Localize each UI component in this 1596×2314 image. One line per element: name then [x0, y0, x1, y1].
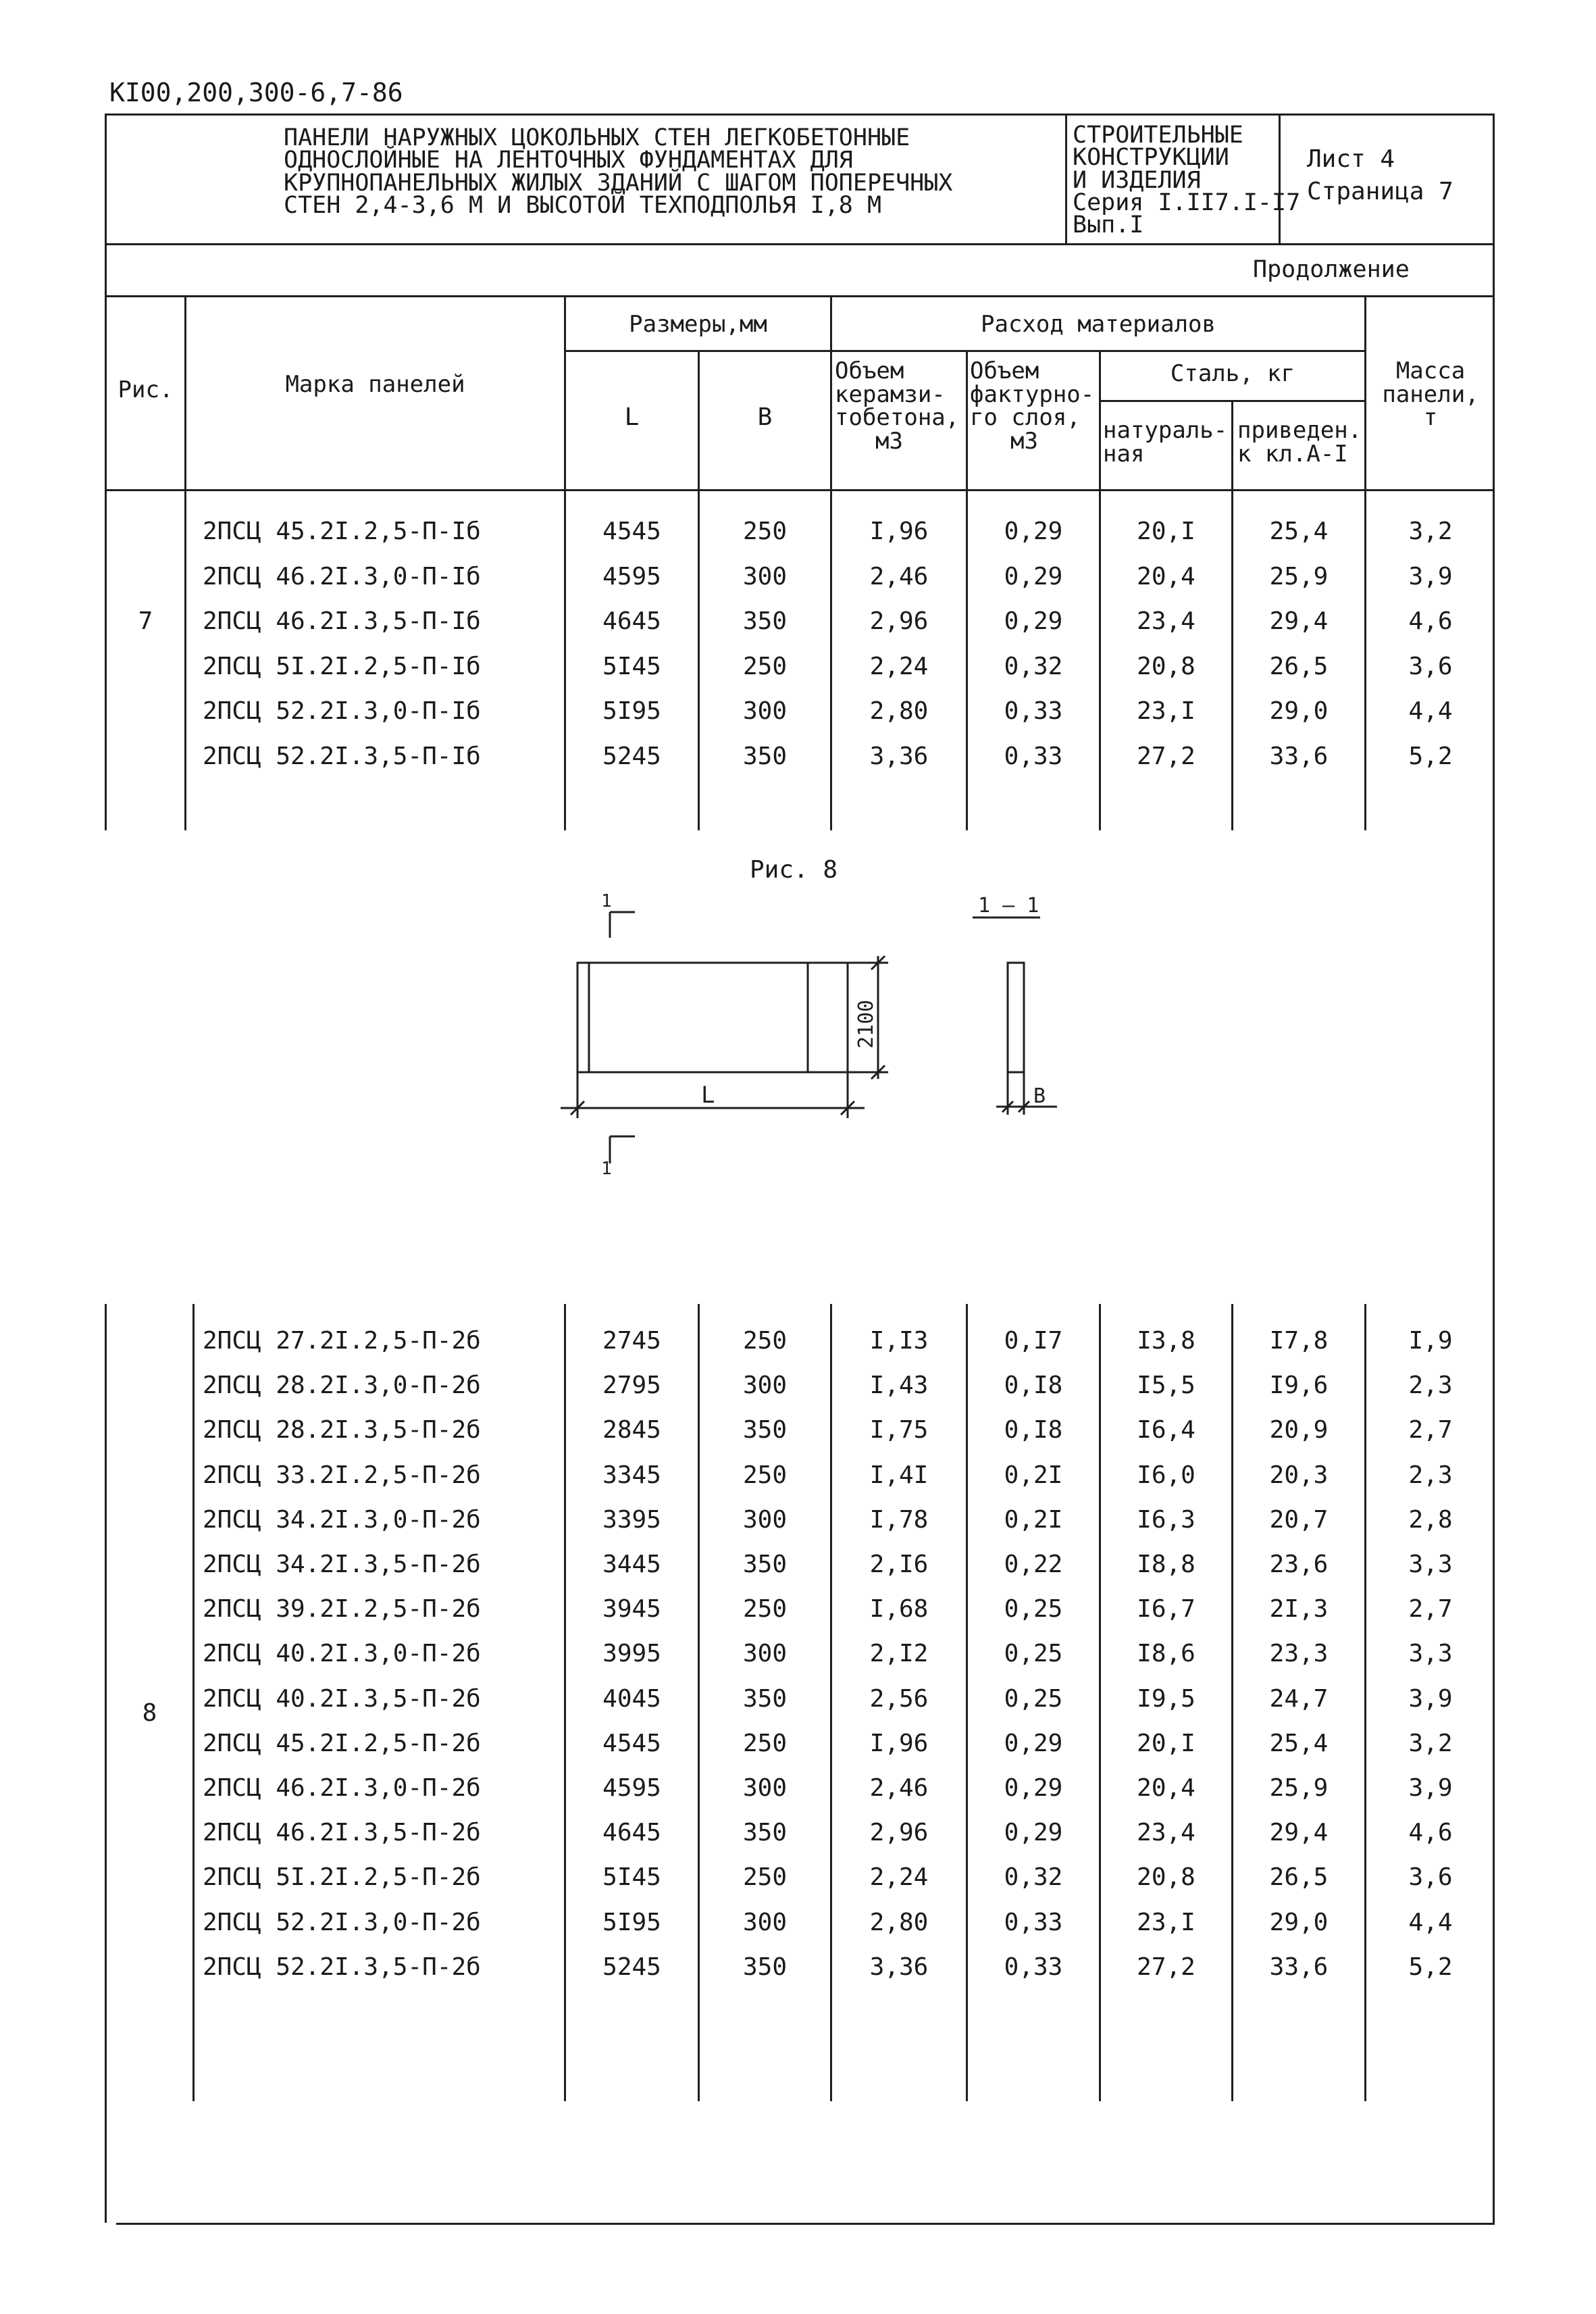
cell-v2: 0,29 — [1004, 1729, 1063, 1757]
cell-s1: 20,4 — [1137, 562, 1195, 590]
cell-v1: I,4I — [869, 1461, 929, 1489]
cell-L: 5I45 — [602, 1863, 661, 1892]
cell-v2: 0,29 — [1004, 1819, 1063, 1847]
cell-s1: 23,I — [1137, 697, 1195, 725]
page-number: Страница 7 — [1307, 178, 1453, 205]
cell-m: 3,6 — [1408, 1863, 1453, 1892]
col-mass-header — [1366, 359, 1495, 430]
cell-B: 300 — [742, 1774, 788, 1802]
cell-v1: 2,80 — [869, 697, 929, 725]
cell-m: 2,7 — [1408, 1416, 1453, 1444]
title-line: ОДНОСЛОЙНЫЕ НА ЛЕНТОЧНЫХ ФУНДАМЕНТАХ ДЛЯ — [284, 147, 853, 174]
frame-left-upper — [105, 243, 107, 297]
cell-v1: I,78 — [869, 1505, 929, 1534]
cell-s1: I5,5 — [1137, 1372, 1195, 1400]
cell-m: 3,9 — [1408, 562, 1453, 590]
col-steel-header: Сталь, кг — [1170, 360, 1295, 387]
col-mark-header: Марка панелей — [285, 371, 465, 398]
cell-m: 2,8 — [1408, 1505, 1453, 1534]
cell-B: 250 — [742, 1863, 788, 1892]
group2-fig-number: 8 — [142, 1699, 157, 1727]
header-subrule — [564, 350, 1366, 352]
cell-s1: 23,4 — [1137, 607, 1195, 635]
cell-v2: 0,I8 — [1004, 1416, 1063, 1444]
header-right-rule — [1493, 114, 1495, 245]
cell-s1: I6,3 — [1137, 1505, 1195, 1534]
cell-v2: 0,25 — [1004, 1684, 1063, 1713]
cell-v2: 0,25 — [1004, 1595, 1063, 1624]
cell-L: 3395 — [602, 1505, 661, 1534]
cell-s1: I6,4 — [1137, 1416, 1195, 1444]
cell-B: 250 — [742, 652, 788, 680]
cell-B: 250 — [742, 1461, 788, 1489]
cell-s2: 20,3 — [1269, 1461, 1329, 1489]
cell-L: 4545 — [602, 1729, 661, 1757]
cell-v1: I,I3 — [869, 1327, 929, 1355]
cell-L: 4645 — [602, 1819, 661, 1847]
cell-m: 3,9 — [1408, 1774, 1453, 1802]
cell-m: 4,6 — [1408, 607, 1453, 635]
group1-fig-number: 7 — [138, 607, 153, 635]
cell-v2: 0,29 — [1004, 562, 1063, 590]
col-dims-header: Размеры,мм — [629, 311, 767, 338]
cell-L: 3995 — [602, 1640, 661, 1668]
cell-s1: 23,I — [1137, 1908, 1195, 1936]
cell-v1: 3,36 — [869, 742, 929, 770]
panel-mark: 2ПСЦ 52.2I.3,0-П-2б — [203, 1908, 481, 1936]
cell-v2: 0,25 — [1004, 1640, 1063, 1668]
series-line: Серия I.II7.I-I7 — [1073, 188, 1301, 216]
cell-B: 350 — [742, 1684, 788, 1713]
dim-L-label: L — [701, 1082, 715, 1109]
panel-mark: 2ПСЦ 40.2I.3,5-П-2б — [203, 1684, 481, 1713]
section-outline — [1008, 963, 1024, 1072]
cell-B: 300 — [742, 1908, 788, 1936]
cell-v1: I,68 — [869, 1595, 929, 1624]
document-title — [284, 124, 953, 219]
section-mark-bottom: 1 — [601, 1159, 612, 1176]
cell-v1: 2,96 — [869, 1819, 929, 1847]
group1-col-rule — [105, 489, 107, 830]
cell-v1: 2,24 — [869, 652, 929, 680]
panel-mark: 2ПСЦ 33.2I.2,5-П-2б — [203, 1461, 481, 1489]
cell-v1: 2,24 — [869, 1863, 929, 1892]
cell-v2: 0,33 — [1004, 697, 1063, 725]
document-code: КI00,200,300-6,7-86 — [109, 78, 403, 107]
cell-s2: 23,3 — [1269, 1640, 1329, 1668]
cell-B: 350 — [742, 1819, 788, 1847]
cell-v1: I,43 — [869, 1372, 929, 1400]
col-vol-fact-header — [970, 359, 1094, 453]
cell-s2: 26,5 — [1269, 652, 1329, 680]
group2-col-rule — [192, 1304, 195, 2101]
title-line: СТЕН 2,4-3,6 М И ВЫСОТОЙ ТЕХПОДПОЛЬЯ I,8 М — [284, 191, 882, 219]
cell-m: 4,4 — [1408, 1908, 1453, 1936]
cell-s1: 20,4 — [1137, 1774, 1195, 1802]
cell-B: 350 — [742, 1416, 788, 1444]
header-text: натураль- — [1103, 417, 1228, 444]
header-subrule — [1099, 400, 1366, 402]
cell-s2: 25,4 — [1269, 518, 1329, 545]
cell-s2: 33,6 — [1269, 1953, 1329, 1981]
cell-v2: 0,2I — [1004, 1505, 1063, 1534]
dim-B-label: B — [1033, 1084, 1046, 1108]
cell-B: 350 — [742, 607, 788, 635]
panel-mark: 2ПСЦ 45.2I.2,5-П-Iб — [203, 518, 481, 545]
header-text: м3 — [1010, 428, 1038, 455]
cell-s2: 29,4 — [1269, 607, 1329, 635]
col-L-header: L — [624, 403, 640, 431]
panel-mark: 2ПСЦ 45.2I.2,5-П-2б — [203, 1729, 481, 1757]
cell-m: 3,3 — [1408, 1551, 1453, 1578]
cell-v2: 0,I8 — [1004, 1372, 1063, 1400]
col-vol-keramz-header — [835, 359, 959, 453]
header-text: тобетона, — [835, 404, 960, 432]
cell-L: 3345 — [602, 1461, 661, 1489]
header-text: м3 — [875, 428, 903, 455]
header-top-rule — [105, 114, 1495, 116]
cell-L: 2745 — [602, 1327, 661, 1355]
cell-L: 5I95 — [602, 1908, 661, 1936]
cell-m: 3,2 — [1408, 518, 1453, 545]
series-block — [1073, 124, 1300, 236]
cell-s1: 20,8 — [1137, 652, 1195, 680]
col-reduced-header — [1237, 419, 1362, 466]
col-materials-header: Расход материалов — [981, 311, 1216, 338]
cell-B: 300 — [742, 1505, 788, 1534]
sheet-number: Лист 4 — [1307, 145, 1395, 173]
col-fig-header: Рис. — [118, 376, 174, 403]
header-text: ная — [1103, 440, 1145, 468]
cell-s1: I3,8 — [1137, 1327, 1195, 1355]
header-text: го слоя, — [970, 404, 1081, 432]
panel-mark: 2ПСЦ 5I.2I.2,5-П-Iб — [203, 652, 481, 680]
header-text: Масса — [1395, 357, 1466, 384]
panel-mark: 2ПСЦ 27.2I.2,5-П-2б — [203, 1327, 481, 1355]
cell-s1: I8,6 — [1137, 1640, 1195, 1668]
cell-m: 3,6 — [1408, 652, 1453, 680]
cell-s1: 20,I — [1137, 1729, 1195, 1757]
header-text: фактурно- — [970, 380, 1095, 408]
cell-s2: 26,5 — [1269, 1863, 1329, 1892]
cell-L: 5I45 — [602, 652, 661, 680]
panel-mark: 2ПСЦ 28.2I.3,0-П-2б — [203, 1372, 481, 1400]
cell-L: 3445 — [602, 1551, 661, 1578]
panel-mark: 2ПСЦ 34.2I.3,5-П-2б — [203, 1551, 481, 1578]
cell-v1: I,96 — [869, 518, 929, 545]
cell-s2: 23,6 — [1269, 1551, 1329, 1578]
panel-mark: 2ПСЦ 46.2I.3,0-П-2б — [203, 1774, 481, 1802]
cell-v1: 2,46 — [869, 562, 929, 590]
cell-v2: 0,32 — [1004, 1863, 1063, 1892]
cell-m: 3,2 — [1408, 1729, 1453, 1757]
cell-B: 350 — [742, 1953, 788, 1981]
panel-mark: 2ПСЦ 5I.2I.2,5-П-2б — [203, 1863, 481, 1892]
header-left-rule — [105, 114, 107, 245]
dim-height-label: 2100 — [854, 999, 878, 1049]
cell-s1: 27,2 — [1137, 742, 1195, 770]
panel-mark: 2ПСЦ 46.2I.3,5-П-2б — [203, 1819, 481, 1847]
cell-s2: 24,7 — [1269, 1684, 1329, 1713]
cell-v2: 0,29 — [1004, 1774, 1063, 1802]
cell-v2: 0,32 — [1004, 652, 1063, 680]
cell-m: 5,2 — [1408, 742, 1453, 770]
cell-s1: 20,8 — [1137, 1863, 1195, 1892]
panel-mark: 2ПСЦ 34.2I.3,0-П-2б — [203, 1505, 481, 1534]
cell-v2: 0,29 — [1004, 518, 1063, 545]
panel-mark: 2ПСЦ 46.2I.3,5-П-Iб — [203, 607, 481, 635]
series-line: СТРОИТЕЛЬНЫЕ — [1073, 122, 1243, 149]
cell-B: 250 — [742, 1327, 788, 1355]
series-line: Вып.I — [1073, 211, 1144, 238]
cell-m: 2,3 — [1408, 1461, 1453, 1489]
cell-m: 3,3 — [1408, 1640, 1453, 1668]
cell-s2: 29,0 — [1269, 697, 1329, 725]
cell-s2: I9,6 — [1269, 1372, 1329, 1400]
cell-s2: 25,9 — [1269, 1774, 1329, 1802]
cell-v1: 2,80 — [869, 1908, 929, 1936]
cell-L: 4045 — [602, 1684, 661, 1713]
cell-v2: 0,29 — [1004, 607, 1063, 635]
cell-B: 300 — [742, 562, 788, 590]
cell-B: 250 — [742, 518, 788, 545]
cell-s1: I8,8 — [1137, 1551, 1195, 1578]
panel-mark: 2ПСЦ 28.2I.3,5-П-2б — [203, 1416, 481, 1444]
cell-v1: 3,36 — [869, 1953, 929, 1981]
panel-mark: 2ПСЦ 52.2I.3,0-П-Iб — [203, 697, 481, 725]
cell-v1: 2,I6 — [869, 1551, 929, 1578]
cell-v2: 0,2I — [1004, 1461, 1063, 1489]
cell-m: 3,9 — [1408, 1684, 1453, 1713]
cell-m: 5,2 — [1408, 1953, 1453, 1981]
cell-s2: 29,0 — [1269, 1908, 1329, 1936]
table-col-rule — [1231, 400, 1233, 491]
panel-mark: 2ПСЦ 40.2I.3,0-П-2б — [203, 1640, 481, 1668]
group1-col-rule — [184, 489, 186, 830]
header-bottom-rule — [105, 243, 1495, 245]
cell-B: 300 — [742, 1640, 788, 1668]
cell-v1: 2,46 — [869, 1774, 929, 1802]
section-label: 1 — 1 — [978, 894, 1039, 917]
panel-mark: 2ПСЦ 52.2I.3,5-П-Iб — [203, 742, 481, 770]
header-text: панели, — [1382, 380, 1479, 408]
series-line: КОНСТРУКЦИИ — [1073, 144, 1229, 172]
cell-s1: I6,0 — [1137, 1461, 1195, 1489]
cell-B: 350 — [742, 1551, 788, 1578]
figure-caption: Рис. 8 — [750, 856, 838, 884]
cell-L: 4645 — [602, 607, 661, 635]
cell-L: 3945 — [602, 1595, 661, 1624]
cell-v2: 0,I7 — [1004, 1327, 1063, 1355]
cell-s1: 23,4 — [1137, 1819, 1195, 1847]
cell-v1: 2,56 — [869, 1684, 929, 1713]
frame-bottom — [116, 2223, 1495, 2225]
continuation-rule — [105, 295, 1495, 297]
cell-v2: 0,33 — [1004, 742, 1063, 770]
cell-m: 2,7 — [1408, 1595, 1453, 1624]
cell-s1: 27,2 — [1137, 1953, 1195, 1981]
cell-L: 5245 — [602, 1953, 661, 1981]
cell-s2: 20,7 — [1269, 1505, 1329, 1534]
cell-L: 4545 — [602, 518, 661, 545]
title-line: КРУПНОПАНЕЛЬНЫХ ЖИЛЫХ ЗДАНИЙ С ШАГОМ ПОПЕРЕЧНЫХ — [284, 169, 953, 197]
cell-v1: I,75 — [869, 1416, 929, 1444]
panel-drawing — [540, 892, 1094, 1176]
cell-s1: I9,5 — [1137, 1684, 1195, 1713]
header-text: керамзи- — [835, 380, 946, 408]
cell-L: 5I95 — [602, 697, 661, 725]
cell-L: 4595 — [602, 1774, 661, 1802]
cell-s2: 2I,3 — [1269, 1595, 1329, 1624]
header-text: к кл.А-I — [1237, 440, 1348, 468]
col-B-header: B — [757, 403, 773, 431]
header-text: т — [1423, 404, 1438, 432]
group2-col-rule — [105, 1304, 107, 2223]
cell-L: 2795 — [602, 1372, 661, 1400]
col-natural-header — [1103, 419, 1227, 466]
header-text: Объем — [835, 357, 904, 384]
cell-L: 4595 — [602, 562, 661, 590]
header-divider-1 — [1065, 114, 1067, 245]
cell-s2: 29,4 — [1269, 1819, 1329, 1847]
cell-B: 300 — [742, 1372, 788, 1400]
cell-v1: 2,96 — [869, 607, 929, 635]
cell-m: 2,3 — [1408, 1372, 1453, 1400]
cell-L: 5245 — [602, 742, 661, 770]
header-bottom-table-rule — [105, 489, 1495, 491]
cell-v1: 2,I2 — [869, 1640, 929, 1668]
series-line: И ИЗДЕЛИЯ — [1073, 166, 1201, 194]
panel-mark: 2ПСЦ 39.2I.2,5-П-2б — [203, 1595, 481, 1624]
section-mark-top: 1 — [601, 892, 612, 911]
cell-m: 4,4 — [1408, 697, 1453, 725]
header-text: приведен. — [1237, 417, 1362, 444]
cell-v2: 0,22 — [1004, 1551, 1063, 1578]
title-line: ПАНЕЛИ НАРУЖНЫХ ЦОКОЛЬНЫХ СТЕН ЛЕГКОБЕТОННЫЕ — [284, 124, 910, 151]
cell-s2: 20,9 — [1269, 1416, 1329, 1444]
cell-s2: I7,8 — [1269, 1327, 1329, 1355]
panel-mark: 2ПСЦ 52.2I.3,5-П-2б — [203, 1953, 481, 1981]
cell-v2: 0,33 — [1004, 1908, 1063, 1936]
cell-L: 2845 — [602, 1416, 661, 1444]
cell-s1: I6,7 — [1137, 1595, 1195, 1624]
panel-mark: 2ПСЦ 46.2I.3,0-П-Iб — [203, 562, 481, 590]
header-text: Объем — [970, 357, 1039, 384]
cell-s2: 25,9 — [1269, 562, 1329, 590]
cell-s2: 33,6 — [1269, 742, 1329, 770]
cell-v1: I,96 — [869, 1729, 929, 1757]
cell-m: I,9 — [1408, 1327, 1453, 1355]
cell-m: 4,6 — [1408, 1819, 1453, 1847]
cell-v2: 0,33 — [1004, 1953, 1063, 1981]
cell-B: 250 — [742, 1595, 788, 1624]
cell-s1: 20,I — [1137, 518, 1195, 545]
cell-B: 300 — [742, 697, 788, 725]
cell-B: 350 — [742, 742, 788, 770]
continuation-label: Продолжение — [1253, 256, 1410, 283]
cell-s2: 25,4 — [1269, 1729, 1329, 1757]
table-col-rule — [966, 350, 968, 491]
cell-B: 250 — [742, 1729, 788, 1757]
